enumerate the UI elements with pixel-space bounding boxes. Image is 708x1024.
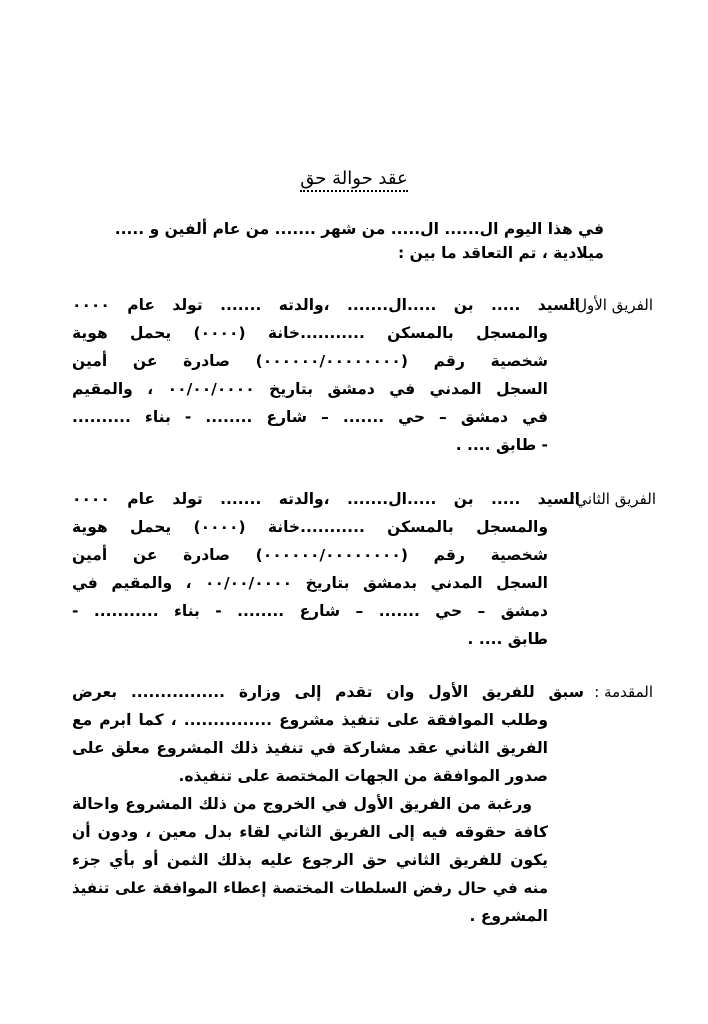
preamble-line-8: منه في حال رفض السلطات المختصة إعطاء الموافقة على تنفيذ (72, 879, 548, 897)
party2-line-4: السجل المدني بدمشق بتاريخ ٠٠/٠٠/٠٠٠٠ ، والمقيم في (72, 574, 548, 592)
preamble-label: المقدمة : (594, 683, 653, 701)
preamble-line-4: صدور الموافقة من الجهات المختصة على تنفيذه. (178, 767, 548, 785)
party1-line-1: السيد ..... بن .....ال....... ،والدته ....... تولد عام ٠٠٠٠ (72, 296, 580, 314)
party2-line-2: والمسجل بالمسكن ...........خانة (٠٠٠٠) يحمل هوية (72, 518, 549, 536)
preamble-line-5: ورغبة من الفريق الأول في الخروج من ذلك المشروع واحالة (72, 795, 532, 813)
preamble-line-6: كافة حقوقه فيه إلى الفريق الثاني لقاء بدل معين ، ودون أن (72, 823, 548, 841)
preamble-line-3: الفريق الثاني عقد مشاركة في تنفيذ ذلك المشروع معلق على (72, 739, 548, 757)
party1-line-3: شخصية رقم (٠٠٠٠٠٠/٠٠٠٠٠٠٠٠) صادرة عن أمين (72, 352, 548, 370)
party1-line-5: في دمشق – حي ....... – شارع ........ - بناء .......... (72, 408, 548, 426)
document-title (0, 166, 708, 192)
preamble-line-9: المشروع . (469, 907, 548, 925)
party1-line-6: - طابق .... . (455, 436, 548, 454)
intro-line-1: في هذا اليوم ال...... ال..... من شهر ....... من عام ألفين و ..... (114, 220, 604, 238)
document-title-text: عقد حوالة حق (300, 168, 407, 192)
preamble-line-7: يكون للفريق الثاني حق الرجوع عليه بذلك الثمن أو بأي جزء (72, 851, 548, 869)
party2-line-3: شخصية رقم (٠٠٠٠٠٠/٠٠٠٠٠٠٠٠) صادرة عن أمين (72, 546, 548, 564)
intro-line-2: ميلادية ، تم التعاقد ما بين : (398, 244, 604, 262)
party2-line-1: السيد ..... بن .....ال....... ،والدته ....... تولد عام ٠٠٠٠ (72, 490, 580, 508)
party1-label: الفريق الأول: (571, 296, 653, 314)
party2-line-6: طابق .... . (467, 630, 548, 648)
preamble-line-2: وطلب الموافقة على تنفيذ مشروع ............... ، كما ابرم مع (72, 711, 548, 729)
party2-label: الفريق الثاني: (570, 490, 656, 508)
preamble-line-1: سبق للفريق الأول وان تقدم إلى وزارة ................ بعرض (72, 683, 584, 701)
party2-line-5: دمشق – حي ....... – شارع ........ - بناء ........... - (72, 602, 548, 620)
party1-line-4: السجل المدني في دمشق بتاريخ ٠٠/٠٠/٠٠٠٠ ، والمقيم (72, 380, 548, 398)
party1-line-2: والمسجل بالمسكن ...........خانة (٠٠٠٠) يحمل هوية (72, 324, 549, 342)
